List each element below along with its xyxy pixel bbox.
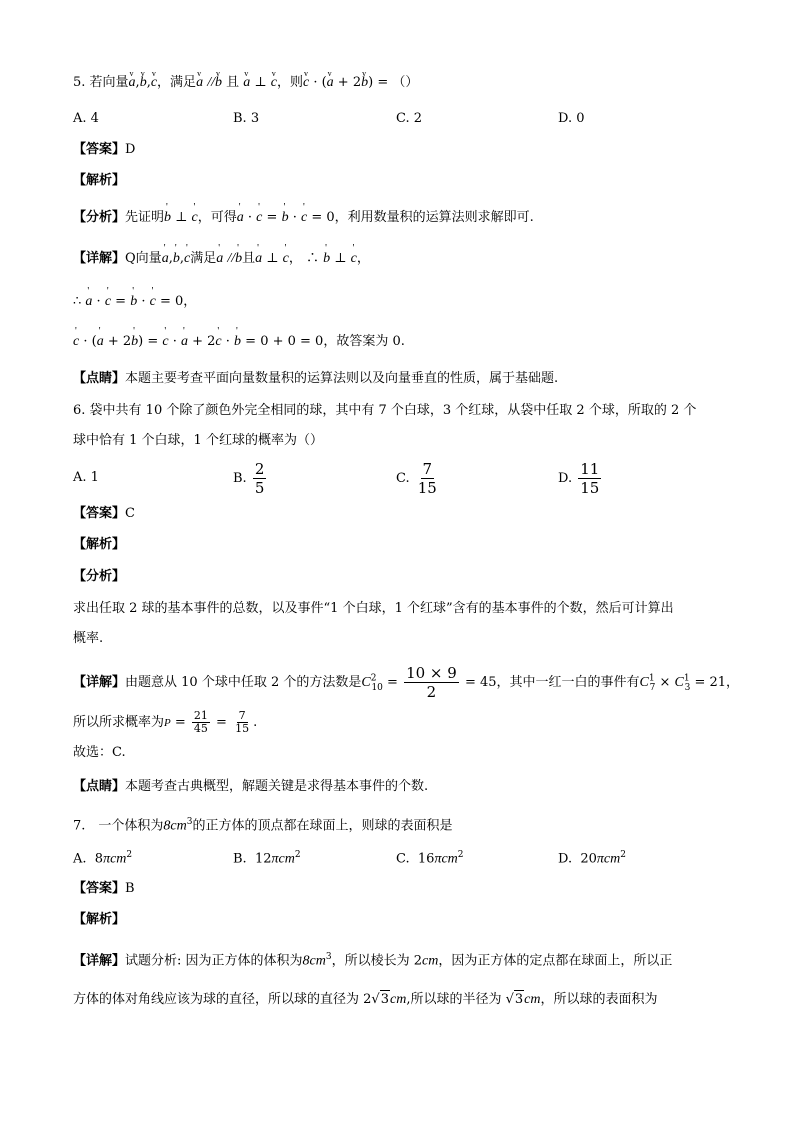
frac-num: 2 bbox=[254, 460, 265, 478]
fenxi-text-c: ，利用数量积的运算法则求解即可. bbox=[334, 210, 534, 225]
xiangjie-text-b: ，所以棱长为 2 bbox=[331, 953, 422, 969]
option-label: A. bbox=[73, 851, 87, 867]
option-label: B. bbox=[233, 851, 247, 867]
xiangjie-text-c: 所以所求概率为 bbox=[73, 715, 165, 730]
q6-fenxi-line1: 求出任取 2 球的基本事件的总数，以及事件“1 个白球，1 个红球”含有的基本事件的个数，然后可计算出 bbox=[73, 601, 674, 616]
q6-answer bbox=[73, 505, 135, 523]
xiangjie-text-a: Q向量 bbox=[125, 251, 162, 266]
frac-num: 7 bbox=[422, 460, 433, 478]
option-label: B. bbox=[233, 471, 247, 486]
q6-option-b bbox=[233, 460, 268, 497]
option-label: C. bbox=[396, 851, 410, 867]
q7-stem-a: 7. 一个体积为 bbox=[73, 818, 164, 834]
xiangjie-tag: 【详解】 bbox=[73, 675, 126, 690]
q6-option-a: A. 1 bbox=[73, 470, 99, 485]
q5-xiangjie-line2: ∴ ' a · ' c = ' b · ' c = 0， bbox=[73, 293, 196, 311]
q7-option-c: C. 16πcm$^2$ bbox=[396, 850, 464, 867]
xiangjie-tail: ，故答案为 0. bbox=[323, 334, 405, 349]
q7-option-b: B. 12πcm$^2$ bbox=[233, 850, 301, 867]
q5-stem-prefix: 5. 若向量 bbox=[73, 75, 129, 90]
q5-option-b: B. 3 bbox=[233, 111, 260, 126]
q5-option-c: C. 2 bbox=[396, 111, 423, 126]
fenxi-text-a: 先证明 bbox=[125, 210, 165, 225]
frac-den: 5 bbox=[254, 479, 265, 497]
q7-stem-b: 的正方体的顶点都在球面上，则球的表面积是 bbox=[192, 818, 453, 834]
q6-option-d bbox=[558, 460, 603, 497]
fenxi-tag: 【分析】 bbox=[73, 210, 126, 225]
q5-option-d: D. 0 bbox=[558, 111, 585, 126]
q6-fenxi-line2: 概率. bbox=[73, 631, 104, 646]
q5-dianjing bbox=[73, 370, 558, 388]
xiangjie-tag: 【详解】 bbox=[73, 251, 126, 266]
answer-tag: 【答案】 bbox=[73, 142, 126, 157]
option-value: 20 bbox=[580, 851, 597, 867]
dianjing-text: 本题考查古典概型，解题关键是求得基本事件的个数. bbox=[125, 779, 429, 794]
option-value: 12 bbox=[254, 851, 272, 867]
frac-den: 15 bbox=[417, 479, 437, 497]
xiangjie-text-c: ，因为正方体的定点都在球面上，所以正 bbox=[438, 953, 673, 969]
answer-value: B bbox=[125, 881, 135, 896]
q5-jiexi: 【解析】 bbox=[73, 173, 126, 188]
q7-option-d: D. 20πcm$^2$ bbox=[558, 850, 626, 867]
q6-stem-line1: 6. 袋中共有 10 个除了颜色外完全相同的球，其中有 7 个白球，3 个红球，从袋中任取 2 个球，所取的 2 个 bbox=[73, 403, 697, 418]
xiangjie-text-a: 试题分析: 因为正方体的体积为 bbox=[125, 953, 303, 969]
q7-stem: 7. 一个体积为$8cm^3$的正方体的顶点都在球面上，则球的表面积是 bbox=[73, 817, 453, 834]
q6-dianjing bbox=[73, 778, 428, 796]
xiangjie-text-a: 由题意从 10 个球中任取 2 个的方法数是 bbox=[125, 675, 362, 690]
q7-xiangjie-line1: 【详解】试题分析: 因为正方体的体积为$8cm^3$，所以棱长为 2cm，因为正方体的定点都在球面上，所以正 bbox=[73, 952, 673, 969]
option-value: 16 bbox=[417, 851, 435, 867]
q7-option-a: A. 8πcm$^2$ bbox=[73, 850, 133, 867]
q6-xiangjie-line1: 【详解】由题意从 10 个球中任取 2 个的方法数是$C^2_{10}$ = $\frac{10 \times 9}{2}$ = 45，其中一红一白的事件有$C^1_7 \times C^1_3 = 21$， bbox=[73, 664, 740, 701]
xiangjie-tag: 【详解】 bbox=[73, 953, 126, 969]
q6-xiangjie-line2: 所以所求概率为P = $\frac{21}{45}$ = $\frac{7}{15}$ . bbox=[73, 709, 258, 735]
option-label: C. bbox=[396, 471, 410, 486]
fenxi-text-b: ，可得 bbox=[197, 210, 237, 225]
q6-option-c bbox=[396, 460, 441, 497]
q5-fenxi: 【分析】先证明' b ⊥ ' c，可得' a · ' c = ' b · ' c = 0，利用数量积的运算法则求解即可. bbox=[73, 209, 534, 227]
q5-xiangjie-line1: 【详解】Q向量' a,' b,' c满足' a //' b且' a ⊥ ' c， ∴ ' b ⊥ ' c， bbox=[73, 250, 370, 268]
q5-option-a: A. 4 bbox=[73, 111, 99, 126]
answer-value: D bbox=[125, 142, 136, 157]
q5-answer bbox=[73, 141, 135, 159]
xiangjie-text-e: ,所以球的半径为 bbox=[406, 992, 502, 1007]
q6-jiexi: 【解析】 bbox=[73, 537, 126, 552]
option-value: 8 bbox=[94, 851, 104, 867]
frac-den: 15 bbox=[580, 479, 600, 497]
q6-fenxi-tag: 【分析】 bbox=[73, 569, 126, 584]
q5-xiangjie-line3: ' c · (' a + 2' b) = ' c · ' a + 2' c · ' b = 0 + 0 = 0，故答案为 0. bbox=[73, 333, 405, 351]
dianjing-tag: 【点睛】 bbox=[73, 779, 126, 794]
q6-guxuan: 故选：C. bbox=[73, 745, 126, 760]
q6-stem-line2: 球中恰有 1 个白球，1 个红球的概率为（） bbox=[73, 433, 323, 448]
option-label: D. bbox=[558, 471, 573, 486]
answer-value: C bbox=[125, 506, 135, 521]
xiangjie-text-d: 方体的体对角线应该为球的直径，所以球的直径为 2 bbox=[73, 992, 372, 1007]
xiangjie-text-f: ，所以球的表面积为 bbox=[540, 992, 658, 1007]
xiangjie-text-b: ，其中一红一白的事件有 bbox=[496, 675, 640, 690]
xiangjie-text-b: 满足 bbox=[190, 251, 217, 266]
q5-stem: 5. 若向量v a,v b,v c，满足v a //v b 且 v a ⊥ v c，则v c · (v a + 2v b) = （） bbox=[73, 74, 418, 92]
option-label: D. bbox=[558, 851, 573, 867]
frac-num: 11 bbox=[580, 460, 600, 478]
xiangjie-text-c: 且 bbox=[242, 251, 256, 266]
answer-tag: 【答案】 bbox=[73, 881, 126, 896]
answer-tag: 【答案】 bbox=[73, 506, 126, 521]
dianjing-text: 本题主要考查平面向量数量积的运算法则以及向量垂直的性质，属于基础题. bbox=[125, 371, 559, 386]
q7-xiangjie-line2: 方体的体对角线应该为球的直径，所以球的直径为 2√3cm,所以球的半径为 √3cm，所以球的表面积为 bbox=[73, 992, 658, 1007]
q7-answer bbox=[73, 880, 135, 898]
q7-jiexi: 【解析】 bbox=[73, 912, 126, 927]
dianjing-tag: 【点睛】 bbox=[73, 371, 126, 386]
